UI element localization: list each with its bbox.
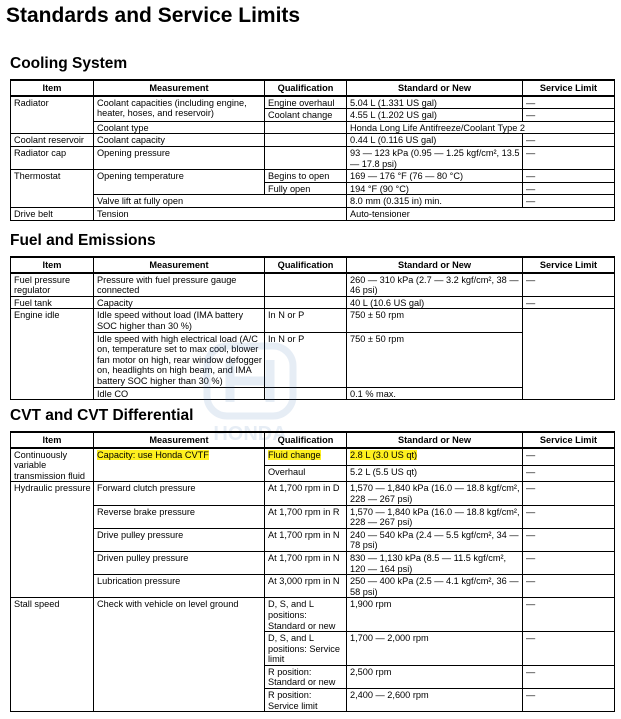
standard-cell: 40 L (10.6 US gal) — [347, 296, 523, 309]
limit-cell: — — [523, 551, 615, 574]
measurement-cell: Drive pulley pressure — [94, 528, 265, 551]
measurement-cell — [94, 448, 265, 482]
column-header-measurement: Measurement — [94, 432, 265, 448]
table-row — [11, 195, 615, 208]
measurement-cell: Driven pulley pressure — [94, 551, 265, 574]
measurement-cell: Valve lift at fully open — [94, 195, 347, 208]
column-header-standard: Standard or New — [347, 432, 523, 448]
standard-cell: 1,700 — 2,000 rpm — [347, 632, 523, 666]
limit-cell: — — [523, 296, 615, 309]
qualification-cell: At 1,700 rpm in N — [265, 528, 347, 551]
limit-cell: — — [523, 134, 615, 147]
measurement-cell: Opening temperature — [94, 170, 265, 195]
qualification-cell: At 1,700 rpm in N — [265, 551, 347, 574]
column-header-item: Item — [11, 80, 94, 96]
highlighted-text: Capacity: use Honda CVTF — [97, 449, 209, 460]
item-cell: Radiator cap — [11, 146, 94, 169]
standard-cell: Honda Long Life Antifreeze/Coolant Type 2 — [347, 121, 615, 134]
item-cell: Hydraulic pressure — [11, 482, 94, 598]
standard-cell: 0.44 L (0.116 US gal) — [347, 134, 523, 147]
table-header-row — [11, 80, 615, 96]
watermark-text: HONDA — [213, 423, 287, 445]
qualification-cell: At 1,700 rpm in R — [265, 505, 347, 528]
highlighted-text: 2.8 L (3.0 US qt) — [350, 449, 418, 460]
limit-cell: — — [523, 109, 615, 122]
item-cell: Engine idle — [11, 309, 94, 400]
limit-cell: — — [523, 598, 615, 632]
standard-cell: 8.0 mm (0.315 in) min. — [347, 195, 523, 208]
column-header-item: Item — [11, 257, 94, 273]
table-header-row — [11, 432, 615, 448]
qualification-cell: R position: Standard or new — [265, 665, 347, 688]
standard-cell: Auto-tensioner — [347, 207, 615, 220]
qualification-cell: Fully open — [265, 182, 347, 195]
qualification-cell — [265, 296, 347, 309]
standard-cell: 1,900 rpm — [347, 598, 523, 632]
column-header-qualification: Qualification — [265, 432, 347, 448]
column-header-limit: Service Limit — [523, 80, 615, 96]
limit-cell: — — [523, 96, 615, 109]
qualification-cell: Begins to open — [265, 170, 347, 183]
column-header-qualification: Qualification — [265, 257, 347, 273]
measurement-cell: Coolant type — [94, 121, 265, 134]
limit-cell: — — [523, 689, 615, 712]
standard-cell: 4.55 L (1.202 US gal) — [347, 109, 523, 122]
qualification-cell — [265, 273, 347, 297]
item-cell: Drive belt — [11, 207, 94, 220]
measurement-cell: Capacity — [94, 296, 265, 309]
table-row — [11, 309, 615, 332]
standard-cell: 2,400 — 2,600 rpm — [347, 689, 523, 712]
qualification-cell — [265, 121, 347, 134]
fuel-table — [10, 256, 615, 400]
standard-cell: 750 ± 50 rpm — [347, 309, 523, 332]
standard-cell: 93 — 123 kPa (0.95 — 1.25 kgf/cm², 13.5 — 17.8 psi) — [347, 146, 523, 169]
table-row — [11, 121, 615, 134]
table-row — [11, 134, 615, 147]
qualification-cell — [265, 448, 347, 465]
limit-cell: — — [523, 273, 615, 297]
column-header-limit: Service Limit — [523, 432, 615, 448]
measurement-cell: Idle CO — [94, 387, 265, 400]
limit-cell: — — [523, 482, 615, 505]
column-header-standard: Standard or New — [347, 257, 523, 273]
qualification-cell — [265, 387, 347, 400]
limit-cell: — — [523, 505, 615, 528]
table-row — [11, 273, 615, 297]
qualification-cell: In N or P — [265, 332, 347, 387]
limit-cell: — — [523, 465, 615, 482]
standard-cell: 250 — 400 kPa (2.5 — 4.1 kgf/cm², 36 — 58 psi) — [347, 575, 523, 598]
table-row — [11, 575, 615, 598]
limit-cell: — — [523, 665, 615, 688]
measurement-cell: Pressure with fuel pressure gauge connected — [94, 273, 265, 297]
qualification-cell: Coolant change — [265, 109, 347, 122]
limit-cell: — — [523, 528, 615, 551]
table-header-row — [11, 257, 615, 273]
table-row — [11, 482, 615, 505]
standard-cell: 5.04 L (1.331 US gal) — [347, 96, 523, 109]
item-cell: Fuel pressure regulator — [11, 273, 94, 297]
table-row — [11, 170, 615, 183]
highlighted-text: Fluid change — [268, 449, 321, 460]
table-row — [11, 448, 615, 465]
limit-cell: — — [523, 146, 615, 169]
measurement-cell: Reverse brake pressure — [94, 505, 265, 528]
qualification-cell: R position: Service limit — [265, 689, 347, 712]
section-title-cooling: Cooling System — [10, 55, 128, 72]
section-title-cvt: CVT and CVT Differential — [10, 407, 194, 424]
item-cell: Radiator — [11, 96, 94, 134]
item-cell: Coolant reservoir — [11, 134, 94, 147]
standard-cell: 1,570 — 1,840 kPa (16.0 — 18.8 kgf/cm², 228 — 267 psi) — [347, 482, 523, 505]
standard-cell: 169 — 176 °F (76 — 80 °C) — [347, 170, 523, 183]
table-row — [11, 146, 615, 169]
column-header-qualification: Qualification — [265, 80, 347, 96]
table-row — [11, 528, 615, 551]
standard-cell: 260 — 310 kPa (2.7 — 3.2 kgf/cm², 38 — 46 psi) — [347, 273, 523, 297]
table-row — [11, 296, 615, 309]
limit-cell: — — [523, 170, 615, 183]
table-row — [11, 96, 615, 109]
limit-cell: — — [523, 182, 615, 195]
column-header-measurement: Measurement — [94, 257, 265, 273]
measurement-cell: Check with vehicle on level ground — [94, 598, 265, 712]
standard-cell — [347, 448, 523, 465]
table-row — [11, 551, 615, 574]
section-title-fuel: Fuel and Emissions — [10, 232, 156, 249]
standard-cell: 240 — 540 kPa (2.4 — 5.5 kgf/cm², 34 — 78 psi) — [347, 528, 523, 551]
table-row — [11, 505, 615, 528]
item-cell: Fuel tank — [11, 296, 94, 309]
page-title: Standards and Service Limits — [6, 4, 301, 27]
qualification-cell — [265, 146, 347, 169]
qualification-cell: In N or P — [265, 309, 347, 332]
qualification-cell: At 3,000 rpm in N — [265, 575, 347, 598]
table-row — [11, 598, 615, 632]
qualification-cell: Engine overhaul — [265, 96, 347, 109]
qualification-cell: D, S, and L positions: Service limit — [265, 632, 347, 666]
limit-cell: — — [523, 632, 615, 666]
cooling-table — [10, 79, 615, 221]
qualification-cell: At 1,700 rpm in D — [265, 482, 347, 505]
standard-cell: 5.2 L (5.5 US qt) — [347, 465, 523, 482]
column-header-measurement: Measurement — [94, 80, 265, 96]
column-header-item: Item — [11, 432, 94, 448]
qualification-cell: Overhaul — [265, 465, 347, 482]
column-header-standard: Standard or New — [347, 80, 523, 96]
table-row — [11, 207, 615, 220]
limit-cell: — — [523, 448, 615, 465]
cvt-table — [10, 431, 615, 712]
standard-cell: 830 — 1,130 kPa (8.5 — 11.5 kgf/cm², 120 — 164 psi) — [347, 551, 523, 574]
measurement-cell: Idle speed without load (IMA battery SOC higher than 30 %) — [94, 309, 265, 332]
standard-cell: 0.1 % max. — [347, 387, 523, 400]
limit-cell: — — [523, 575, 615, 598]
standard-cell: 1,570 — 1,840 kPa (16.0 — 18.8 kgf/cm², 228 — 267 psi) — [347, 505, 523, 528]
limit-cell — [523, 309, 615, 400]
measurement-cell: Idle speed with high electrical load (A/C on, temperature set to max cool, blower fan motor on high, rear window defogger on, headlights on high beam, and IMA battery SOC higher than 30 %) — [94, 332, 265, 387]
limit-cell: — — [523, 195, 615, 208]
column-header-limit: Service Limit — [523, 257, 615, 273]
measurement-cell: Forward clutch pressure — [94, 482, 265, 505]
measurement-cell: Opening pressure — [94, 146, 265, 169]
standard-cell: 194 °F (90 °C) — [347, 182, 523, 195]
standard-cell: 750 ± 50 rpm — [347, 332, 523, 387]
qualification-cell: D, S, and L positions: Standard or new — [265, 598, 347, 632]
measurement-cell: Tension — [94, 207, 347, 220]
qualification-cell — [265, 134, 347, 147]
item-cell: Thermostat — [11, 170, 94, 208]
measurement-cell: Lubrication pressure — [94, 575, 265, 598]
standard-cell: 2,500 rpm — [347, 665, 523, 688]
item-cell: Continuously variable transmission fluid — [11, 448, 94, 482]
measurement-cell: Coolant capacity — [94, 134, 265, 147]
item-cell: Stall speed — [11, 598, 94, 712]
measurement-cell: Coolant capacities (including engine, heater, hoses, and reservoir) — [94, 96, 265, 122]
